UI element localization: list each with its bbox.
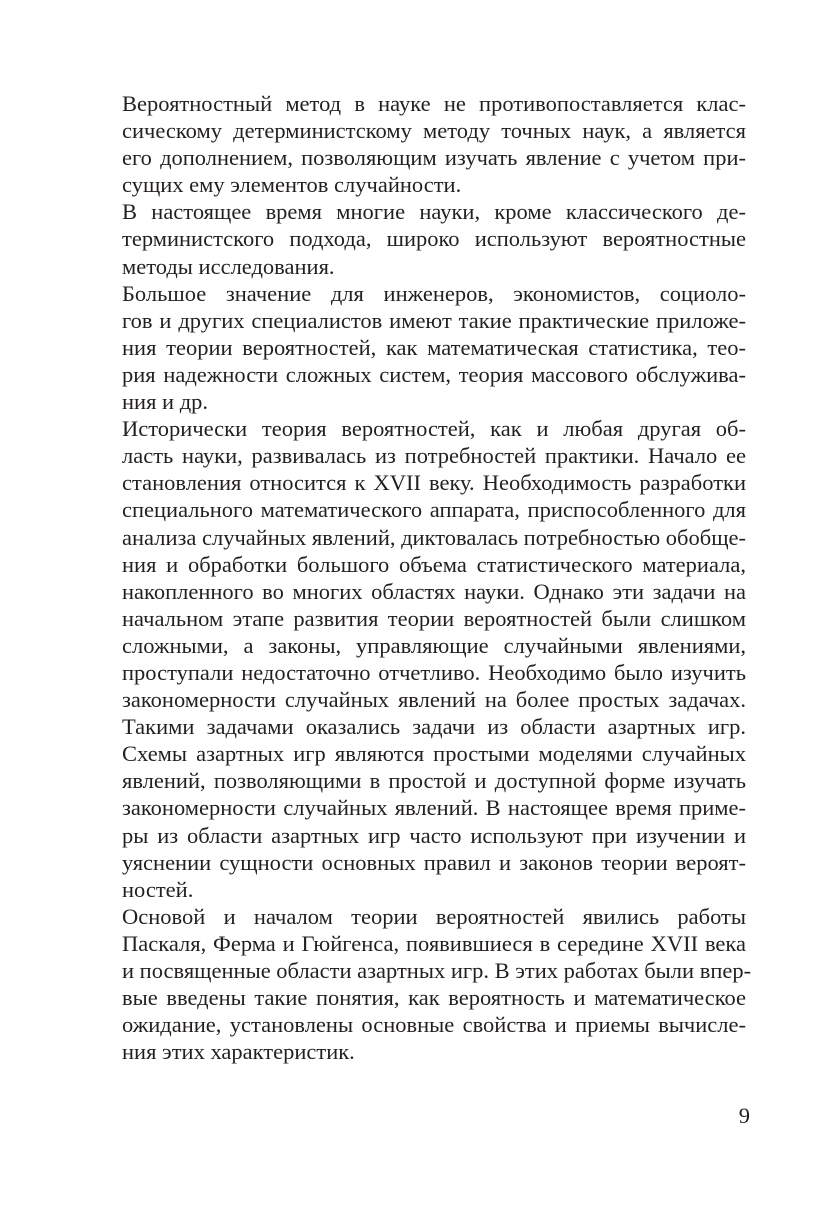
- text-line: Большое значение для инженеров, экономистов, социоло-: [122, 280, 746, 306]
- paragraph-4: [80, 415, 746, 903]
- text-line: Исторически теория вероятностей, как и любая другая об-: [122, 416, 746, 442]
- text-line: терминистского подхода, широко используют вероятностные: [122, 226, 746, 252]
- text-line: ностей.: [122, 876, 194, 902]
- text-line: вые введены такие понятия, как вероятность и математическое: [122, 985, 746, 1011]
- text-line: Такими задачами оказались задачи из области азартных игр.: [122, 714, 746, 740]
- text-line: становления относится к XVII веку. Необходимость разработки: [122, 470, 746, 496]
- text-line: закономерности случайных явлений. В настоящее время приме-: [122, 795, 746, 821]
- text-line: явлений, позволяющими в простой и доступной форме изучать: [122, 768, 746, 794]
- text-line: гов и других специалистов имеют такие практические приложе-: [122, 307, 746, 333]
- text-line: Паскаля, Ферма и Гюйгенса, появившиеся в середине XVII века: [122, 930, 746, 956]
- text-line: В настоящее время многие науки, кроме классического де-: [122, 199, 746, 225]
- paragraph-3: [80, 280, 746, 415]
- text-line: Схемы азартных игр являются простыми моделями случайных: [122, 741, 746, 767]
- text-line: Вероятностный метод в науке не противопоставляется клас-: [122, 91, 746, 116]
- text-line: методы исследования.: [122, 253, 335, 279]
- text-line: сложными, а законы, управляющие случайными явлениями,: [122, 632, 746, 658]
- text-line: и посвященные области азартных игр. В этих работах были впер-: [122, 958, 752, 983]
- text-line: закономерности случайных явлений на более простых задачах.: [122, 687, 746, 713]
- text-line: его дополнением, позволяющим изучать явление с учетом при-: [122, 145, 746, 171]
- paragraph-1: [80, 90, 746, 198]
- text-line: ры из области азартных игр часто используют при изучении и: [122, 822, 746, 848]
- text-line: специального математического аппарата, приспособленного для: [122, 497, 746, 523]
- text-line: сическому детерминистскому методу точных наук, а является: [122, 118, 746, 144]
- paragraph-5: [80, 903, 752, 1066]
- text-line: проступали недостаточно отчетливо. Необходимо было изучить: [122, 659, 746, 685]
- text-line: ожидание, установлены основные свойства и приемы вычисле-: [122, 1012, 746, 1038]
- text-line: ния и др.: [122, 389, 209, 415]
- text-line: накопленного во многих областях науки. Однако эти задачи на: [122, 578, 746, 604]
- text-line: ния теории вероятностей, как математическая статистика, тео-: [122, 334, 746, 360]
- text-line: уяснении сущности основных правил и законов теории вероят-: [122, 849, 746, 875]
- paragraph-2: [80, 198, 746, 279]
- text-line: анализа случайных явлений, диктовалась потребностью обобще-: [122, 524, 746, 550]
- body-text: [80, 90, 752, 1065]
- text-line: начальном этапе развития теории вероятностей были слишком: [122, 605, 746, 631]
- text-line: ласть науки, развивалась из потребностей практики. Начало ее: [122, 443, 746, 469]
- text-line: ния этих характеристик.: [122, 1039, 355, 1065]
- text-line: Основой и началом теории вероятностей явились работы: [122, 903, 746, 929]
- text-line: рия надежности сложных систем, теория массового обслужива-: [122, 361, 746, 387]
- text-line: ния и обработки большого объема статистического материала,: [122, 551, 746, 577]
- text-line: сущих ему элементов случайности.: [122, 172, 462, 198]
- page-number: 9: [738, 1103, 750, 1128]
